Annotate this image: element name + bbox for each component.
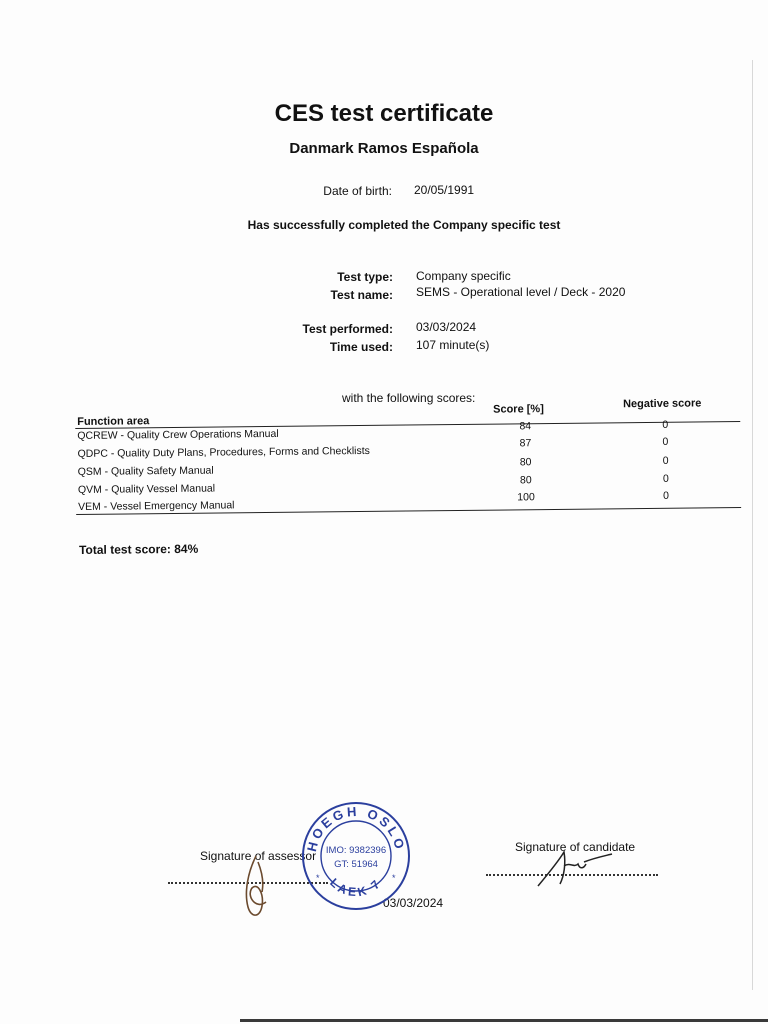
stamp-star-right-icon: * xyxy=(392,873,396,883)
scan-edge-bottom xyxy=(240,1019,768,1022)
stamp-star-left-icon: * xyxy=(316,873,320,883)
stamp-gt: GT: 51964 xyxy=(334,859,378,870)
header-negative-score: Negative score xyxy=(622,397,702,411)
stamp-top-text: HOEGH OSLO xyxy=(304,803,408,854)
candidate-signature-label: Signature of candidate xyxy=(515,840,636,854)
header-score: Score [%] xyxy=(493,403,544,416)
certificate-title: CES test certificate xyxy=(274,100,494,127)
dob-value: 20/05/1991 xyxy=(414,183,475,197)
time-used-label: Time used: xyxy=(329,340,393,354)
row-function-area: QSM - Quality Safety Manual xyxy=(77,464,214,478)
scan-edge-right xyxy=(752,60,753,990)
row-score: 87 xyxy=(519,437,532,450)
test-name-value: SEMS - Operational level / Deck - 2020 xyxy=(416,285,626,299)
dob-label: Date of birth: xyxy=(323,184,392,198)
company-stamp xyxy=(300,800,412,912)
total-score: Total test score: 84% xyxy=(79,541,199,557)
assessor-signature xyxy=(238,852,278,922)
scores-table xyxy=(75,395,741,514)
row-function-area: VEM - Vessel Emergency Manual xyxy=(78,499,235,513)
row-function-area: QCREW - Quality Crew Operations Manual xyxy=(77,427,279,442)
performed-label: Test performed: xyxy=(302,322,393,336)
assessor-signature-label: Signature of assessor xyxy=(200,849,317,863)
header-function-area: Function area xyxy=(77,415,150,428)
row-score: 84 xyxy=(519,420,532,433)
test-type-value: Company specific xyxy=(416,269,511,283)
completed-statement: Has successfully completed the Company specific test xyxy=(247,218,561,232)
signature-date: 03/03/2024 xyxy=(383,896,444,910)
row-score: 80 xyxy=(519,456,532,469)
row-negative-score: 0 xyxy=(662,418,669,431)
stamp-imo: IMO: 9382396 xyxy=(325,845,387,856)
row-score: 100 xyxy=(517,491,535,504)
row-function-area: QDPC - Quality Duty Plans, Procedures, Forms and Checklists xyxy=(77,444,370,460)
time-used-value: 107 minute(s) xyxy=(416,338,490,352)
candidate-signature xyxy=(534,846,614,890)
row-negative-score: 0 xyxy=(662,472,669,485)
row-negative-score: 0 xyxy=(662,454,669,467)
row-negative-score: 0 xyxy=(662,435,669,448)
row-function-area: QVM - Quality Vessel Manual xyxy=(77,482,216,496)
candidate-name: Danmark Ramos Española xyxy=(289,140,479,157)
stamp-bottom-text: LAEK 7 xyxy=(327,875,385,900)
scores-intro: with the following scores: xyxy=(342,391,476,405)
test-name-label: Test name: xyxy=(330,288,393,302)
row-score: 80 xyxy=(519,474,532,487)
performed-value: 03/03/2024 xyxy=(416,320,477,334)
test-type-label: Test type: xyxy=(337,270,393,284)
row-negative-score: 0 xyxy=(663,489,669,502)
